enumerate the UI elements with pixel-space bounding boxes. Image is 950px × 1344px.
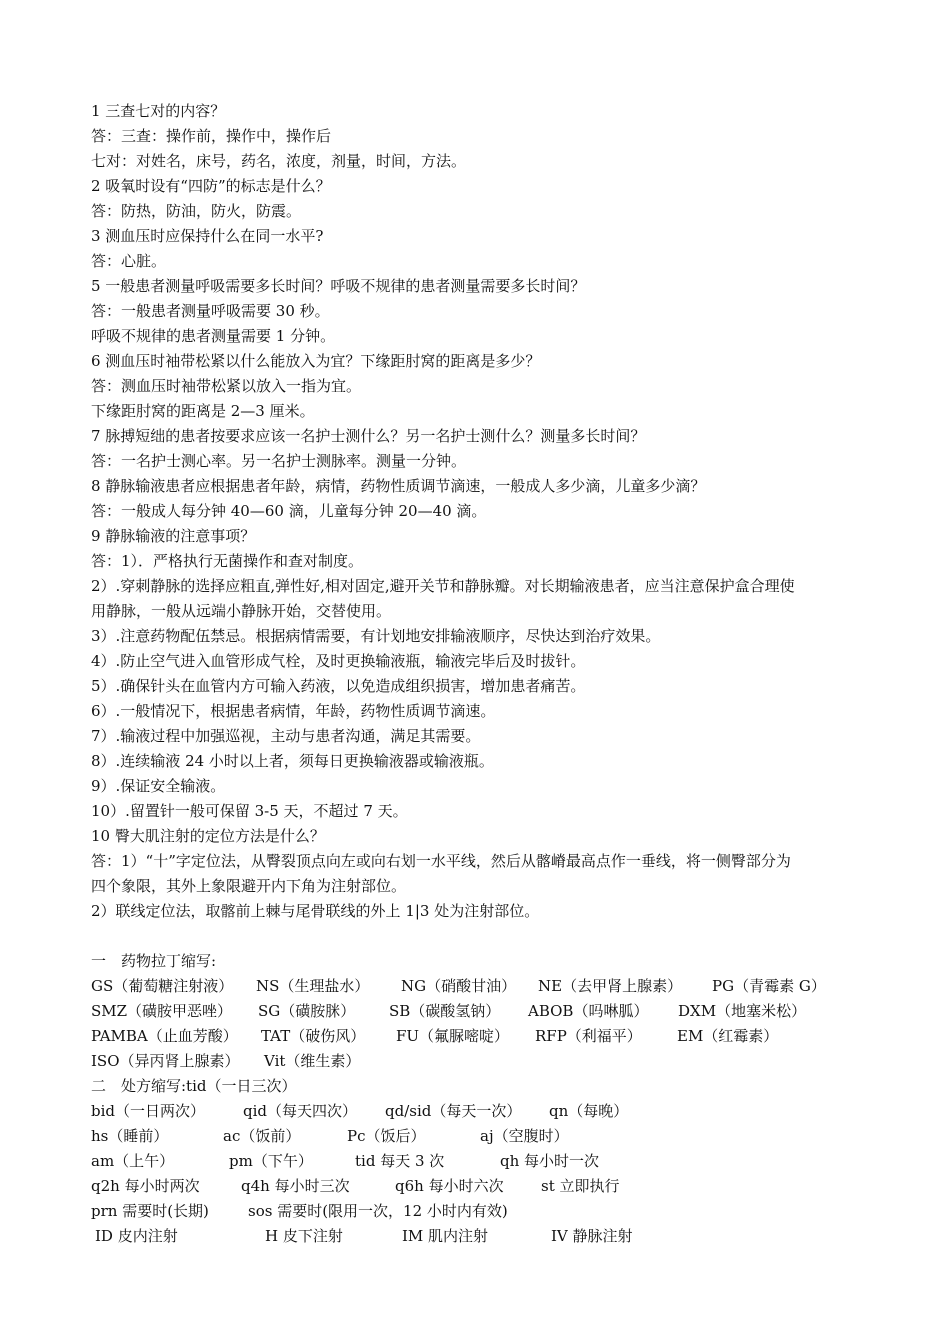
prescription-row <box>91 1099 871 1124</box>
answer-10-method-1b: 四个象限，其外上象限避开内下角为注射部位。 <box>91 877 407 895</box>
prescription-abbreviations-heading: 二 处方缩写:tid（一日三次） <box>91 1077 297 1095</box>
section-spacer <box>91 924 871 949</box>
answer-3: 答：心脏。 <box>91 252 167 270</box>
prescription-row <box>91 1174 871 1199</box>
drug-abbr: FU（氟脲嘧啶） <box>396 1027 510 1045</box>
drug-abbr: SMZ（磺胺甲恶唑） <box>91 1002 233 1020</box>
prescription-abbr: prn 需要时(长期) <box>91 1202 209 1220</box>
answer-9-item-4: 4）.防止空气进入血管形成气栓，及时更换输液瓶，输液完毕后及时拔针。 <box>91 652 586 670</box>
question-8: 8 静脉输液患者应根据患者年龄，病情，药物性质调节滴速，一般成人多少滴，儿童多少滴？ <box>91 477 706 495</box>
question-7: 7 脉搏短绌的患者按要求应该一名护士测什么？另一名护士测什么？测量多长时间？ <box>91 427 646 445</box>
drug-row <box>91 974 871 999</box>
drug-abbreviations-heading: 一 药物拉丁缩写: <box>91 952 217 970</box>
answer-6a: 答：测血压时袖带松紧以放入一指为宜。 <box>91 377 362 395</box>
drug-abbr: SB（碳酸氢钠） <box>389 1002 501 1020</box>
answer-10-method-2: 2）联线定位法，取髂前上棘与尾骨联线的外上 1|3 处为注射部位。 <box>91 902 540 920</box>
drug-row <box>91 1049 871 1074</box>
prescription-abbr: qn（每晚） <box>549 1102 629 1120</box>
drug-abbr: EM（红霉素） <box>677 1027 779 1045</box>
answer-8: 答：一般成人每分钟 40—60 滴，儿童每分钟 20—40 滴。 <box>91 502 487 520</box>
answer-5b: 呼吸不规律的患者测量需要 1 分钟。 <box>91 327 336 345</box>
answer-6b: 下缘距肘窝的距离是 2—3 厘米。 <box>91 402 315 420</box>
prescription-abbr: tid 每天 3 次 <box>355 1152 445 1170</box>
answer-9-item-1: 答：1）．严格执行无菌操作和查对制度。 <box>91 552 364 570</box>
prescription-abbr: aj（空腹时） <box>480 1127 569 1145</box>
drug-abbr: ISO（异丙肾上腺素） <box>91 1052 240 1070</box>
drug-abbr: NE（去甲肾上腺素） <box>538 977 683 995</box>
prescription-abbr: bid（一日两次） <box>91 1102 206 1120</box>
prescription-abbr: qh 每小时一次 <box>500 1152 600 1170</box>
drug-abbr: SG（磺胺脒） <box>258 1002 356 1020</box>
prescription-abbr: H 皮下注射 <box>265 1227 343 1245</box>
drug-abbr: RFP（利福平） <box>535 1027 642 1045</box>
answer-9-item-3: 3）.注意药物配伍禁忌。根据病情需要，有计划地安排输液顺序，尽快达到治疗效果。 <box>91 627 661 645</box>
prescription-abbr: q6h 每小时六次 <box>395 1177 504 1195</box>
drug-row <box>91 1024 871 1049</box>
question-1: 1 三查七对的内容？ <box>91 102 226 120</box>
question-10: 10 臀大肌注射的定位方法是什么？ <box>91 827 325 845</box>
answer-9-item-6: 6）.一般情况下，根据患者病情，年龄，药物性质调节滴速。 <box>91 702 496 720</box>
document-page <box>91 99 871 1249</box>
prescription-abbr: IM 肌内注射 <box>402 1227 489 1245</box>
prescription-abbr: ID 皮内注射 <box>95 1227 178 1245</box>
drug-abbr: PAMBA（止血芳酸） <box>91 1027 238 1045</box>
question-3: 3 测血压时应保持什么在同一水平? <box>91 227 324 245</box>
answer-9-item-7: 7）.输液过程中加强巡视，主动与患者沟通，满足其需要。 <box>91 727 481 745</box>
prescription-abbr: qd/sid（每天一次） <box>385 1102 522 1120</box>
answer-2: 答：防热，防油，防火，防震。 <box>91 202 302 220</box>
prescription-abbr: ac（饭前） <box>223 1127 301 1145</box>
question-9: 9 静脉输液的注意事项？ <box>91 527 256 545</box>
prescription-abbr: qid（每天四次） <box>243 1102 358 1120</box>
prescription-abbr: st 立即执行 <box>541 1177 620 1195</box>
answer-9-item-2b: 用静脉，一般从远端小静脉开始，交替使用。 <box>91 602 392 620</box>
answer-9-item-2a: 2）.穿刺静脉的选择应粗直,弹性好,相对固定,避开关节和静脉瓣。对长期输液患者，应当注意保护盒合理使 <box>91 577 795 595</box>
answer-9-item-9: 9）.保证安全输液。 <box>91 777 226 795</box>
question-5: 5 一般患者测量呼吸需要多长时间？呼吸不规律的患者测量需要多长时间？ <box>91 277 586 295</box>
answer-10-method-1a: 答：1）“十”字定位法，从臀裂顶点向左或向右划一水平线，然后从髂嵴最高点作一垂线，将一侧臀部分为 <box>91 852 791 870</box>
prescription-abbr: q4h 每小时三次 <box>241 1177 350 1195</box>
prescription-row <box>91 1199 871 1224</box>
drug-abbr: NG（硝酸甘油） <box>401 977 517 995</box>
answer-7: 答：一名护士测心率。另一名护士测脉率。测量一分钟。 <box>91 452 467 470</box>
drug-abbr: NS（生理盐水） <box>256 977 370 995</box>
drug-abbr: TAT（破伤风） <box>261 1027 366 1045</box>
answer-9-item-10: 10）.留置针一般可保留 3-5 天，不超过 7 天。 <box>91 802 408 820</box>
answer-9-item-5: 5）.确保针头在血管内方可输入药液，以免造成组织损害，增加患者痛苦。 <box>91 677 586 695</box>
prescription-row <box>91 1149 871 1174</box>
prescription-abbr: q2h 每小时两次 <box>91 1177 200 1195</box>
question-6: 6 测血压时袖带松紧以什么能放入为宜？下缘距肘窝的距离是多少？ <box>91 352 541 370</box>
prescription-abbr: am（上午） <box>91 1152 175 1170</box>
drug-abbr: GS（葡萄糖注射液） <box>91 977 234 995</box>
drug-abbr: ABOB（吗啉胍） <box>528 1002 649 1020</box>
prescription-row <box>91 1224 871 1249</box>
prescription-abbr: pm（下午） <box>229 1152 313 1170</box>
prescription-abbr: IV 静脉注射 <box>551 1227 633 1245</box>
prescription-row <box>91 1124 871 1149</box>
prescription-abbr: hs（睡前） <box>91 1127 169 1145</box>
answer-5a: 答：一般患者测量呼吸需要 30 秒。 <box>91 302 330 320</box>
answer-1-verify: 七对：对姓名，床号，药名，浓度，剂量，时间，方法。 <box>91 152 467 170</box>
prescription-abbr: Pc（饭后） <box>347 1127 426 1145</box>
prescription-abbr: sos 需要时(限用一次，12 小时内有效) <box>248 1202 508 1220</box>
answer-9-item-8: 8）.连续输液 24 小时以上者，须每日更换输液器或输液瓶。 <box>91 752 494 770</box>
answer-1-check: 答：三查：操作前，操作中，操作后 <box>91 127 332 145</box>
drug-abbr: DXM（地塞米松） <box>678 1002 807 1020</box>
drug-abbr: PG（青霉素 G） <box>712 977 826 995</box>
question-2: 2 吸氧时设有“四防”的标志是什么？ <box>91 177 331 195</box>
drug-abbr: Vit（维生素） <box>264 1052 361 1070</box>
drug-row <box>91 999 871 1024</box>
